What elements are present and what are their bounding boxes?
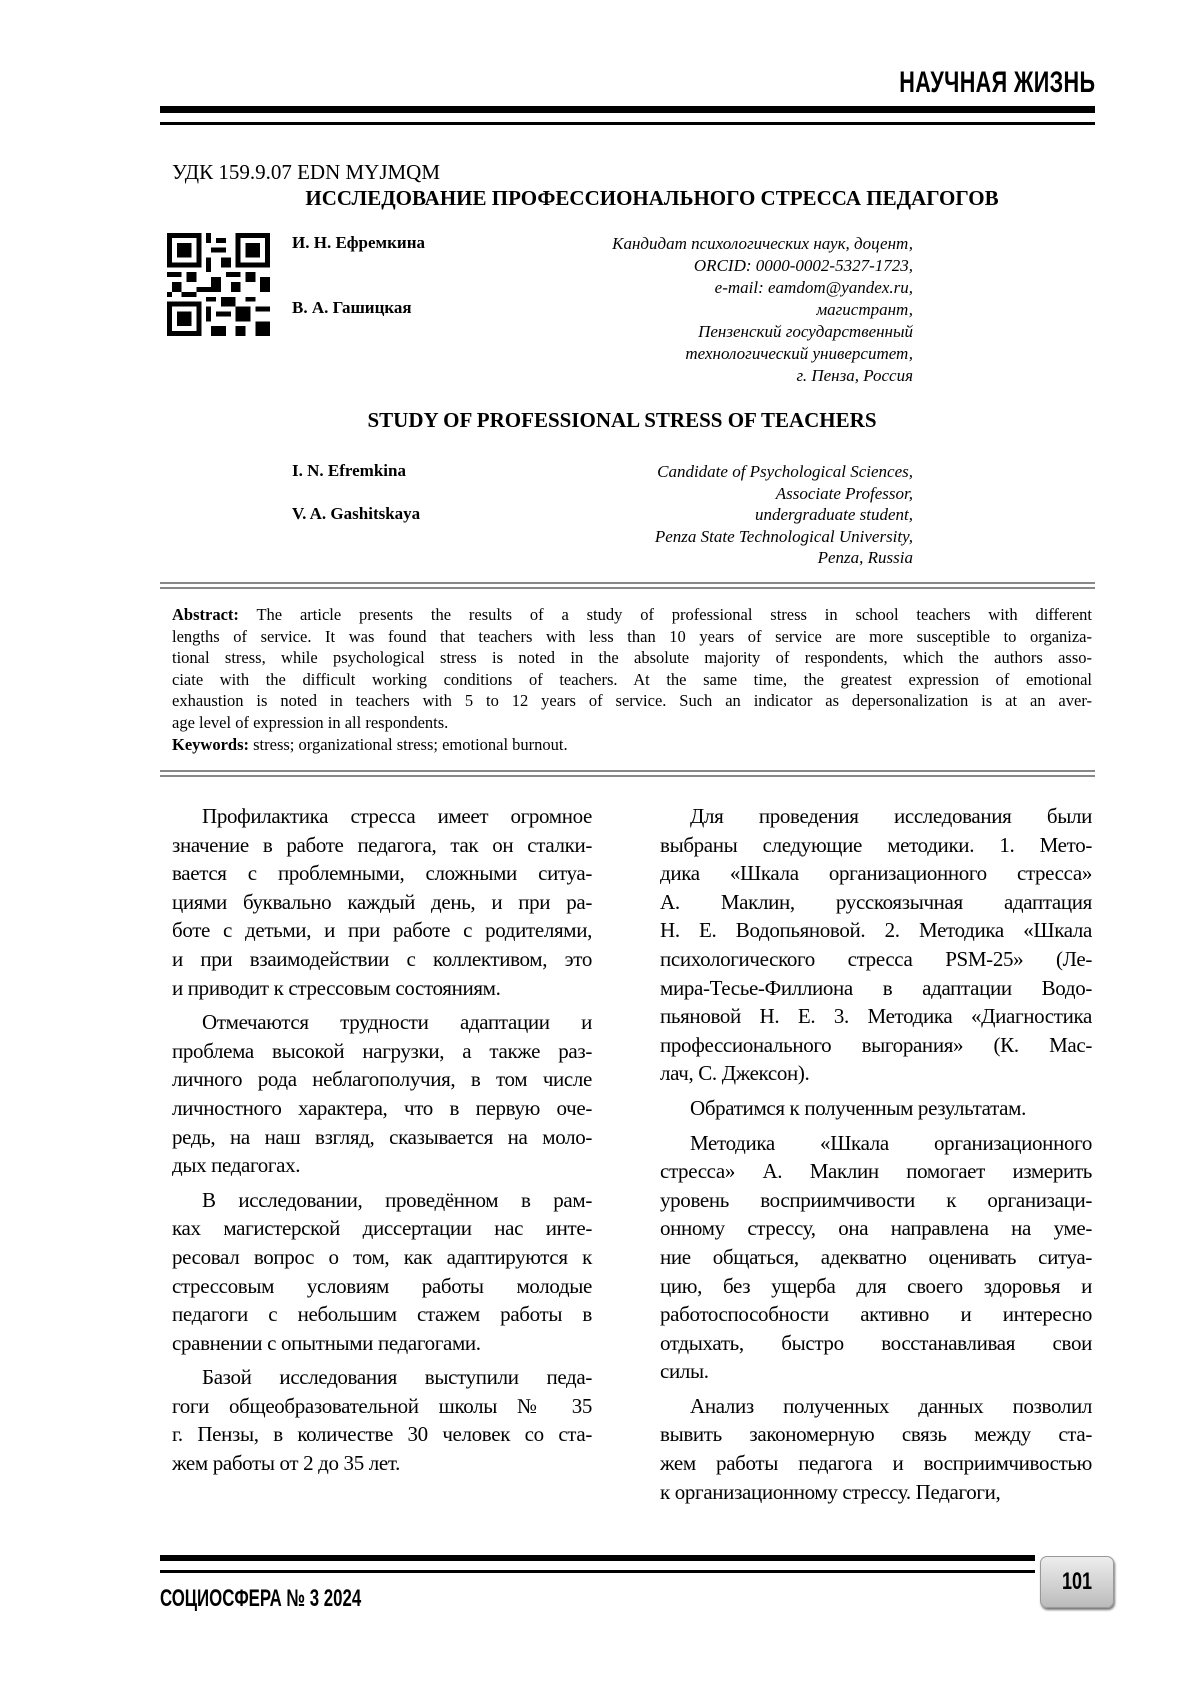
orcid: ORCID: 0000-0002-5327-1723,	[612, 255, 913, 277]
text-line: отдыхать, быстро восстанавливая свои	[660, 1329, 1092, 1358]
paragraph	[172, 1186, 592, 1358]
text-line: ках магистерской диссертации нас инте-	[172, 1214, 592, 1243]
abstract-line	[172, 604, 1092, 626]
author-ru-1: И. Н. Ефремкина	[292, 233, 425, 253]
text-line: Для проведения исследования были	[660, 802, 1092, 831]
author-ru-2: В. А. Гашицкая	[292, 298, 412, 318]
text-line: проблема высокой нагрузки, а также раз-	[172, 1037, 592, 1066]
abstract-text: The article presents the results of a study of professional stress in school teachers with different	[239, 605, 1092, 624]
text-line: Отмечаются трудности адаптации и	[172, 1008, 592, 1037]
abstract-line: tional stress, while psychological stress is noted in the absolute majority of respondents, which the authors asso-	[172, 647, 1092, 669]
divider	[160, 770, 1095, 772]
text-line: Анализ полученных данных позволил	[660, 1392, 1092, 1421]
abstract-label: Abstract:	[172, 605, 239, 624]
abstract-line: age level of expression in all respondents.	[172, 712, 1092, 734]
text-line: пьяновой Н. Е. 3. Методика «Диагностика	[660, 1002, 1092, 1031]
affiliation-line: технологический университет,	[612, 343, 913, 365]
text-line: педагоги с небольшим стажем работы в	[172, 1300, 592, 1329]
text-line: цию, без ущерба для своего здоровья и	[660, 1272, 1092, 1301]
affiliation-line: магистрант,	[612, 299, 913, 321]
text-line: к организационному стрессу. Педагоги,	[660, 1478, 1092, 1507]
text-line: сравнении с опытными педагогами.	[172, 1329, 592, 1358]
text-line: Базой исследования выступили педа-	[172, 1363, 592, 1392]
paragraph	[660, 1094, 1092, 1123]
affiliation-line: Candidate of Psychological Sciences,	[655, 461, 913, 483]
affiliation-line: Кандидат психологических наук, доцент,	[612, 233, 913, 255]
affiliation-ru	[612, 233, 913, 387]
body-column-left	[172, 802, 592, 1484]
text-line: личного рода неблагополучия, в том числе	[172, 1065, 592, 1094]
text-line: ние общаться, адекватно оценивать ситуа-	[660, 1243, 1092, 1272]
text-line: редь, на наш взгляд, сказывается на моло-	[172, 1123, 592, 1152]
affiliation-line: Penza State Technological University,	[655, 526, 913, 548]
author-en-1: I. N. Efremkina	[292, 461, 406, 481]
paragraph	[172, 802, 592, 1002]
author-en-2: V. A. Gashitskaya	[292, 504, 420, 524]
text-line: циями буквально каждый день, и при ра-	[172, 888, 592, 917]
text-line: работоспособности активно и интересно	[660, 1300, 1092, 1329]
text-line: уровень восприимчивости к организаци-	[660, 1186, 1092, 1215]
keywords-text: stress; organizational stress; emotional burnout.	[249, 735, 568, 754]
affiliation-line: Penza, Russia	[655, 547, 913, 569]
body-column-right	[660, 802, 1092, 1512]
affiliation-line: г. Пенза, Россия	[612, 365, 913, 387]
affiliation-line: undergraduate student,	[655, 504, 913, 526]
header-rule-thick	[160, 106, 1095, 113]
text-line: ресовал вопрос о том, как адаптируются к	[172, 1243, 592, 1272]
qr-code	[165, 233, 272, 336]
text-line: Обратимся к полученным результатам.	[660, 1094, 1092, 1123]
text-line: онному стрессу, она направлена на уме-	[660, 1214, 1092, 1243]
text-line: г. Пензы, в количестве 30 человек со ста-	[172, 1420, 592, 1449]
header-rule-thin	[160, 122, 1095, 125]
text-line: дых педагогах.	[172, 1151, 592, 1180]
text-line: жем работы педагога и восприимчивостью	[660, 1449, 1092, 1478]
text-line: и при взаимодействии с коллективом, это	[172, 945, 592, 974]
affiliation-line: Associate Professor,	[655, 483, 913, 505]
text-line: выбраны следующие методики. 1. Мето-	[660, 831, 1092, 860]
paragraph	[172, 1008, 592, 1180]
text-line: стресса» А. Маклин помогает измерить	[660, 1157, 1092, 1186]
divider	[160, 775, 1095, 777]
abstract	[172, 604, 1092, 755]
text-line: гоги общеобразовательной школы № 35	[172, 1392, 592, 1421]
article-title-en: STUDY OF PROFESSIONAL STRESS OF TEACHERS	[172, 408, 1072, 433]
paragraph	[660, 1129, 1092, 1386]
text-line: стрессовым условиям работы молодые	[172, 1272, 592, 1301]
text-line: личностного характера, что в первую оче-	[172, 1094, 592, 1123]
divider	[160, 582, 1095, 584]
text-line: Н. Е. Водопьяновой. 2. Методика «Шкала	[660, 916, 1092, 945]
text-line: вывить закономерную связь между ста-	[660, 1420, 1092, 1449]
affiliation-en	[655, 461, 913, 569]
paragraph	[660, 802, 1092, 1088]
paragraph	[172, 1363, 592, 1477]
udk-code: УДК 159.9.07 EDN MYJMQM	[172, 160, 440, 185]
journal-page	[0, 0, 1200, 1697]
abstract-line: lengths of service. It was found that teachers with less than 10 years of service are more susceptible to organiza-	[172, 626, 1092, 648]
text-line: жем работы от 2 до 35 лет.	[172, 1449, 592, 1478]
text-line: мира-Тесье-Филлиона в адаптации Водо-	[660, 974, 1092, 1003]
text-line: Методика «Шкала организационного	[660, 1129, 1092, 1158]
text-line: значение в работе педагога, так он сталки-	[172, 831, 592, 860]
journal-issue: СОЦИОСФЕРА № 3 2024	[160, 1585, 361, 1613]
text-line: профессионального выгорания» (К. Мас-	[660, 1031, 1092, 1060]
keywords-label: Keywords:	[172, 735, 249, 754]
page-number-box	[1040, 1556, 1114, 1608]
abstract-line: ciate with the difficult working conditions of teachers. At the same time, the greatest expression of emotional	[172, 669, 1092, 691]
text-line: лач, С. Джексон).	[660, 1059, 1092, 1088]
footer-rule-thin	[160, 1570, 1035, 1573]
article-title-ru: ИССЛЕДОВАНИЕ ПРОФЕССИОНАЛЬНОГО СТРЕССА ПЕДАГОГОВ	[172, 186, 1092, 211]
text-line: психологического стресса PSM-25» (Ле-	[660, 945, 1092, 974]
affiliation-line: Пензенский государственный	[612, 321, 913, 343]
text-line: Профилактика стресса имеет огромное	[172, 802, 592, 831]
text-line: боте с детьми, и при работе с родителями,	[172, 916, 592, 945]
text-line: А. Маклин, русскоязычная адаптация	[660, 888, 1092, 917]
text-line: В исследовании, проведённом в рам-	[172, 1186, 592, 1215]
footer-rule-thick	[160, 1555, 1035, 1561]
text-line: и приводит к стрессовым состояниям.	[172, 974, 592, 1003]
email: e-mail: eamdom@yandex.ru,	[612, 277, 913, 299]
text-line: дика «Шкала организационного стресса»	[660, 859, 1092, 888]
page-number: 101	[1062, 1568, 1092, 1596]
section-title: НАУЧНАЯ ЖИЗНЬ	[899, 66, 1095, 100]
text-line: силы.	[660, 1357, 1092, 1386]
divider	[160, 587, 1095, 589]
abstract-line: exhaustion is noted in teachers with 5 to 12 years of service. Such an indicator as depersonalization is at an aver-	[172, 690, 1092, 712]
keywords	[172, 734, 1092, 756]
paragraph	[660, 1392, 1092, 1506]
text-line: вается с проблемными, сложными ситуа-	[172, 859, 592, 888]
